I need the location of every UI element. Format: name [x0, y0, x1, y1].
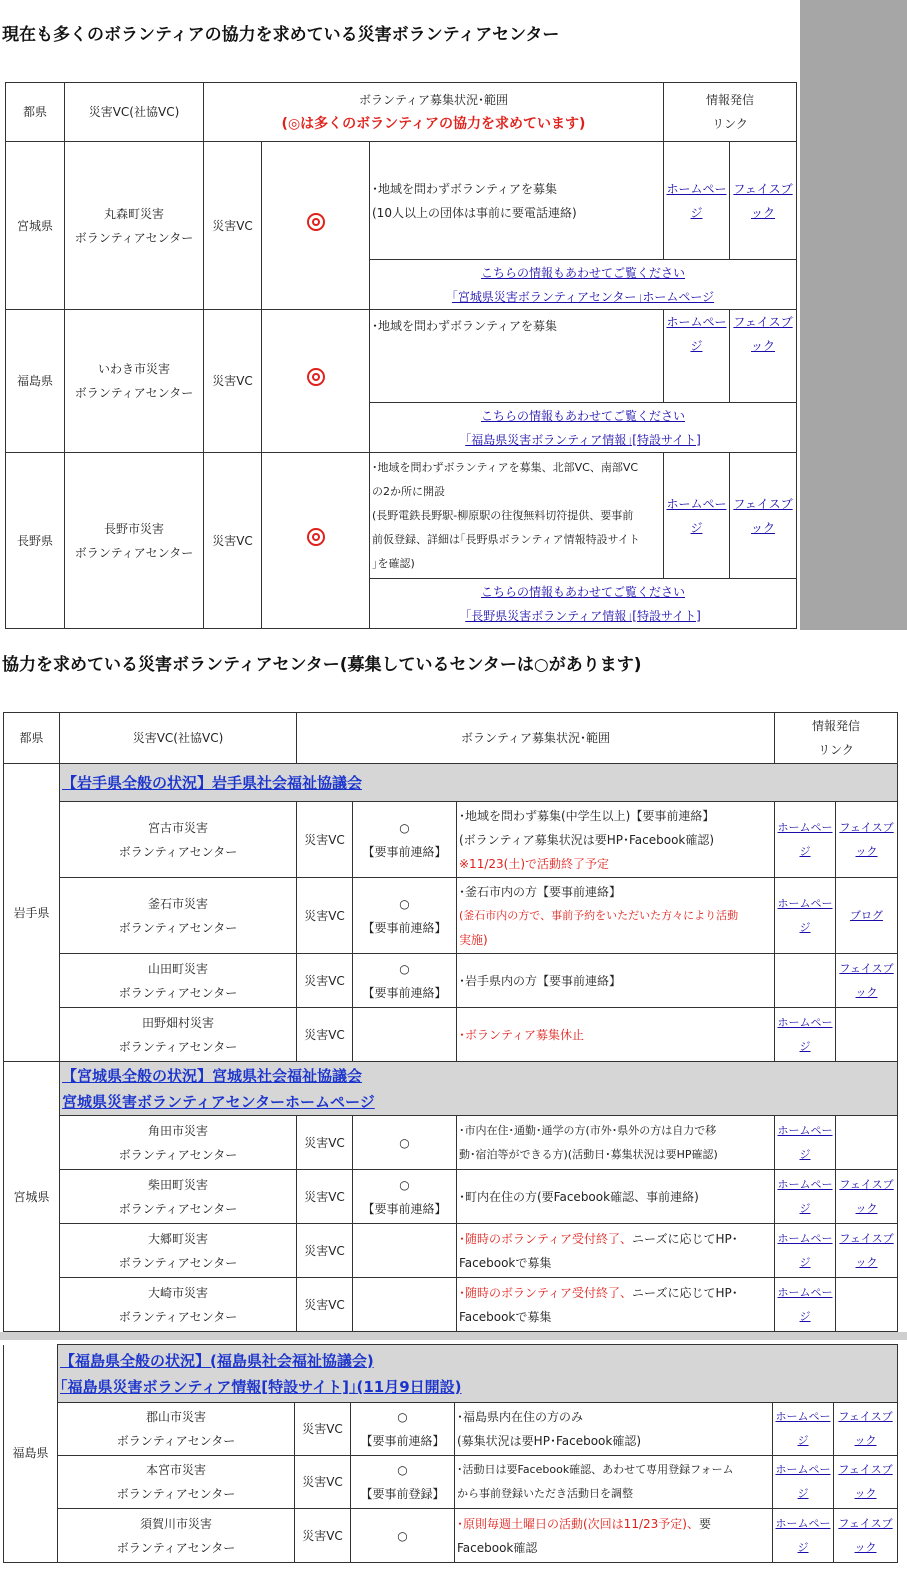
homepage-link-cell: [775, 1116, 836, 1170]
facebook-link[interactable]: フェイスブック: [838, 1463, 893, 1500]
facebook-link[interactable]: フェイスブック: [733, 496, 793, 535]
homepage-link-cell: [775, 954, 836, 1008]
facebook-link-cell: [836, 1116, 898, 1170]
homepage-link-cell: [775, 878, 836, 954]
section2-title: 協力を求めている災害ボランティアセンター(募集しているセンターは○があります): [2, 655, 642, 675]
homepage-link[interactable]: ホームページ: [777, 896, 833, 934]
related-info: [370, 579, 797, 629]
homepage-link-cell: [775, 1170, 836, 1224]
miyagi-council-link[interactable]: 【宮城県全般の状況】宮城県社会福祉協議会: [62, 1066, 363, 1085]
pref-cell: 福島県: [4, 1345, 58, 1563]
facebook-link-cell: [730, 142, 797, 260]
vc-name: 柴田町災害 ボランティアセンター: [60, 1170, 297, 1224]
vc-name: 丸森町災害 ボランティアセンター: [65, 142, 204, 310]
status-detail: ･町内在住の方(要Facebook確認、事前連絡): [457, 1170, 775, 1224]
vc-name: 大崎市災害 ボランティアセンター: [60, 1278, 297, 1332]
table-header-row: [6, 83, 797, 142]
homepage-link[interactable]: ホームページ: [777, 1123, 833, 1161]
vc-name: 釜石市災害 ボランティアセンター: [60, 878, 297, 954]
homepage-link-cell: [664, 310, 730, 403]
header-info: 情報発信 リンク: [664, 83, 797, 142]
homepage-link[interactable]: ホームページ: [777, 1177, 833, 1215]
vc-name: 本宮市災害 ボランティアセンター: [58, 1456, 295, 1509]
section2-table: [3, 712, 898, 1332]
table-header-row: [4, 713, 898, 764]
homepage-link-cell: [775, 1278, 836, 1332]
vc-type: 災害VC: [295, 1456, 351, 1509]
facebook-link-cell: [730, 310, 797, 403]
vc-type: 災害VC: [297, 1170, 353, 1224]
status-detail: ･地域を問わず募集(中学生以上)【要事前連絡】 (ボランティア募集状況は要HP･Facebook確認) ※11/23(土)で活動終了予定: [457, 802, 775, 878]
status-detail: ･地域を問わずボランティアを募集: [370, 310, 664, 403]
double-circle-icon: [262, 310, 370, 453]
header-status: ボランティア募集状況･範囲: [297, 713, 775, 764]
status-detail: ･原則毎週土曜日の活動(次回は11/23予定)、要 Facebook確認: [455, 1509, 773, 1563]
table-row: [4, 1062, 898, 1116]
status-detail: ･福島県内在住の方のみ (募集状況は要HP･Facebook確認): [455, 1403, 773, 1456]
header-info: 情報発信 リンク: [775, 713, 898, 764]
pref-band: [58, 1345, 898, 1403]
double-circle-icon: [262, 453, 370, 629]
table-row: [6, 142, 797, 260]
homepage-link[interactable]: ホームページ: [775, 1463, 831, 1500]
homepage-link[interactable]: ホームページ: [775, 1410, 831, 1447]
table-row: [4, 1456, 898, 1509]
facebook-link[interactable]: フェイスブック: [733, 315, 793, 353]
homepage-link[interactable]: ホームページ: [775, 1516, 831, 1554]
vc-type: 災害VC: [297, 1008, 353, 1062]
miyagi-vc-homepage-link[interactable]: 宮城県災害ボランティアセンターホームページ: [62, 1092, 375, 1111]
pref-cell: 福島県: [6, 310, 65, 453]
homepage-link-cell: [664, 453, 730, 579]
facebook-link[interactable]: フェイスブック: [839, 820, 894, 858]
table-row: [4, 878, 898, 954]
vc-type: 災害VC: [204, 310, 262, 453]
homepage-link[interactable]: ホームページ: [666, 496, 727, 535]
related-note-link[interactable]: こちらの情報もあわせてご覧ください: [481, 408, 686, 423]
pref-band: [60, 764, 898, 802]
related-note-link[interactable]: こちらの情報もあわせてご覧ください: [481, 584, 686, 599]
pref-cell: 宮城県: [4, 1062, 60, 1332]
double-circle-icon: [262, 142, 370, 310]
homepage-link[interactable]: ホームページ: [777, 1015, 833, 1053]
blog-link[interactable]: ブログ: [850, 908, 884, 922]
table-row: [4, 1509, 898, 1563]
pref-cell: 宮城県: [6, 142, 65, 310]
homepage-link[interactable]: ホームページ: [666, 181, 727, 220]
recruit-mark: ○: [353, 1116, 457, 1170]
vc-name: 田野畑村災害 ボランティアセンター: [60, 1008, 297, 1062]
section1-table: [5, 82, 797, 629]
related-site-link[interactable]: ｢長野県災害ボランティア情報｣[特設サイト]: [465, 608, 701, 623]
vc-type: 災害VC: [204, 453, 262, 629]
table-row: [4, 1224, 898, 1278]
vc-type: 災害VC: [297, 1278, 353, 1332]
recruit-mark: ○: [351, 1509, 455, 1563]
status-detail: ･活動日は要Facebook確認、あわせて専用登録フォーム から事前登録いただき活動日を調整: [455, 1456, 773, 1509]
facebook-link[interactable]: フェイスブック: [838, 1410, 893, 1447]
status-detail: ･市内在住･通勤･通学の方(市外･県外の方は自力で移 動･宿泊等ができる方)(活動日･募集状況は要HP確認): [457, 1116, 775, 1170]
header-pref: 都県: [4, 713, 60, 764]
table-row: [4, 802, 898, 878]
vc-name: 長野市災害 ボランティアセンター: [65, 453, 204, 629]
vc-type: 災害VC: [297, 1224, 353, 1278]
related-site-link[interactable]: ｢宮城県災害ボランティアセンター｣ホームページ: [451, 289, 715, 304]
recruit-mark: [353, 1224, 457, 1278]
fukushima-council-link[interactable]: 【福島県全般の状況】(福島県社会福祉協議会): [60, 1351, 374, 1370]
status-detail: ･随時のボランティア受付終了、ニーズに応じてHP･ Facebookで募集: [457, 1224, 775, 1278]
facebook-link-cell: [834, 1509, 898, 1563]
header-vc: 災害VC(社協VC): [65, 83, 204, 142]
related-info: [370, 403, 797, 453]
homepage-link[interactable]: ホームページ: [666, 315, 727, 353]
facebook-link[interactable]: フェイスブック: [839, 1177, 894, 1215]
homepage-link-cell: [775, 802, 836, 878]
blog-link-cell: [836, 878, 898, 954]
vc-name: いわき市災害 ボランティアセンター: [65, 310, 204, 453]
vc-name: 須賀川市災害 ボランティアセンター: [58, 1509, 295, 1563]
status-detail: ･ボランティア募集休止: [457, 1008, 775, 1062]
facebook-link-cell: [836, 802, 898, 878]
recruit-mark: [353, 1278, 457, 1332]
table-row: [6, 310, 797, 403]
recruit-mark: ○ 【要事前連絡】: [353, 954, 457, 1008]
facebook-link-cell: [834, 1403, 898, 1456]
vc-type: 災害VC: [204, 142, 262, 310]
status-detail: ･釜石市内の方【要事前連絡】 (釜石市内の方で、事前予約をいただいた方々により活動 実施): [457, 878, 775, 954]
table-row: [4, 1116, 898, 1170]
vc-name: 角田市災害 ボランティアセンター: [60, 1116, 297, 1170]
page-break: [0, 1332, 907, 1340]
status-detail: ･岩手県内の方【要事前連絡】: [457, 954, 775, 1008]
vc-type: 災害VC: [295, 1403, 351, 1456]
recruit-mark: ○ 【要事前連絡】: [353, 802, 457, 878]
vc-type: 災害VC: [295, 1509, 351, 1563]
pref-band: [60, 1062, 898, 1116]
vc-name: 郡山市災害 ボランティアセンター: [58, 1403, 295, 1456]
header-pref: 都県: [6, 83, 65, 142]
vc-name: 山田町災害 ボランティアセンター: [60, 954, 297, 1008]
facebook-link[interactable]: フェイスブック: [839, 1231, 894, 1269]
facebook-link-cell: [836, 954, 898, 1008]
facebook-link-cell: [836, 1008, 898, 1062]
header-status: ボランティア募集状況･範囲 (◎は多くのボランティアの協力を求めています): [204, 83, 664, 142]
facebook-link-cell: [730, 453, 797, 579]
homepage-link-cell: [773, 1509, 834, 1563]
iwate-council-link[interactable]: 【岩手県全般の状況】岩手県社会福祉協議会: [62, 773, 363, 792]
facebook-link-cell: [834, 1456, 898, 1509]
status-detail: ･地域を問わずボランティアを募集、北部VC、南部VC の2か所に開設 (長野電鉄長野駅‐柳原駅の往復無料切符提供、要事前 前仮登録、詳細は｢長野県ボランティア情報特設サイト ｣を確認): [370, 453, 664, 579]
vc-type: 災害VC: [297, 802, 353, 878]
vc-name: 大郷町災害 ボランティアセンター: [60, 1224, 297, 1278]
homepage-link[interactable]: ホームページ: [777, 820, 833, 858]
vc-name: 宮古市災害 ボランティアセンター: [60, 802, 297, 878]
section1-title: 現在も多くのボランティアの協力を求めている災害ボランティアセンター: [2, 25, 560, 45]
section2-table-continued: [3, 1344, 898, 1563]
homepage-link-cell: [773, 1456, 834, 1509]
facebook-link-cell: [836, 1224, 898, 1278]
vc-type: 災害VC: [297, 1116, 353, 1170]
related-site-link[interactable]: ｢福島県災害ボランティア情報｣[特設サイト]: [465, 432, 701, 447]
facebook-link[interactable]: フェイスブック: [839, 961, 894, 999]
recruit-mark: ○ 【要事前連絡】: [353, 878, 457, 954]
related-note-link[interactable]: こちらの情報もあわせてご覧ください: [481, 265, 686, 280]
homepage-link-cell: [775, 1008, 836, 1062]
vc-type: 災害VC: [297, 878, 353, 954]
table-row: [4, 1008, 898, 1062]
homepage-link-cell: [773, 1403, 834, 1456]
pref-cell: 岩手県: [4, 764, 60, 1062]
status-detail: ･地域を問わずボランティアを募集 (10人以上の団体は事前に要電話連絡): [370, 142, 664, 260]
table-row: [4, 1403, 898, 1456]
recruit-mark: ○ 【要事前連絡】: [351, 1403, 455, 1456]
table-row: [4, 1170, 898, 1224]
pref-cell: 長野県: [6, 453, 65, 629]
table-row: [4, 1345, 898, 1403]
table-row: [6, 453, 797, 579]
recruit-mark: ○ 【要事前連絡】: [353, 1170, 457, 1224]
fukushima-site-link[interactable]: ｢福島県災害ボランティア情報[特設サイト]｣(11月9日開設): [60, 1377, 462, 1396]
recruit-mark: [353, 1008, 457, 1062]
homepage-link[interactable]: ホームページ: [777, 1285, 833, 1323]
facebook-link-cell: [836, 1278, 898, 1332]
recruit-mark: ○ 【要事前登録】: [351, 1456, 455, 1509]
homepage-link-cell: [664, 142, 730, 260]
table-row: [4, 764, 898, 802]
page-background-strip: [800, 0, 907, 630]
facebook-link[interactable]: フェイスブック: [838, 1516, 893, 1554]
header-vc: 災害VC(社協VC): [60, 713, 297, 764]
table-row: [4, 1278, 898, 1332]
homepage-link[interactable]: ホームページ: [777, 1231, 833, 1269]
facebook-link[interactable]: フェイスブック: [733, 181, 793, 220]
facebook-link-cell: [836, 1170, 898, 1224]
related-info: [370, 260, 797, 310]
table-row: [4, 954, 898, 1008]
homepage-link-cell: [775, 1224, 836, 1278]
vc-type: 災害VC: [297, 954, 353, 1008]
status-detail: ･随時のボランティア受付終了、ニーズに応じてHP･ Facebookで募集: [457, 1278, 775, 1332]
